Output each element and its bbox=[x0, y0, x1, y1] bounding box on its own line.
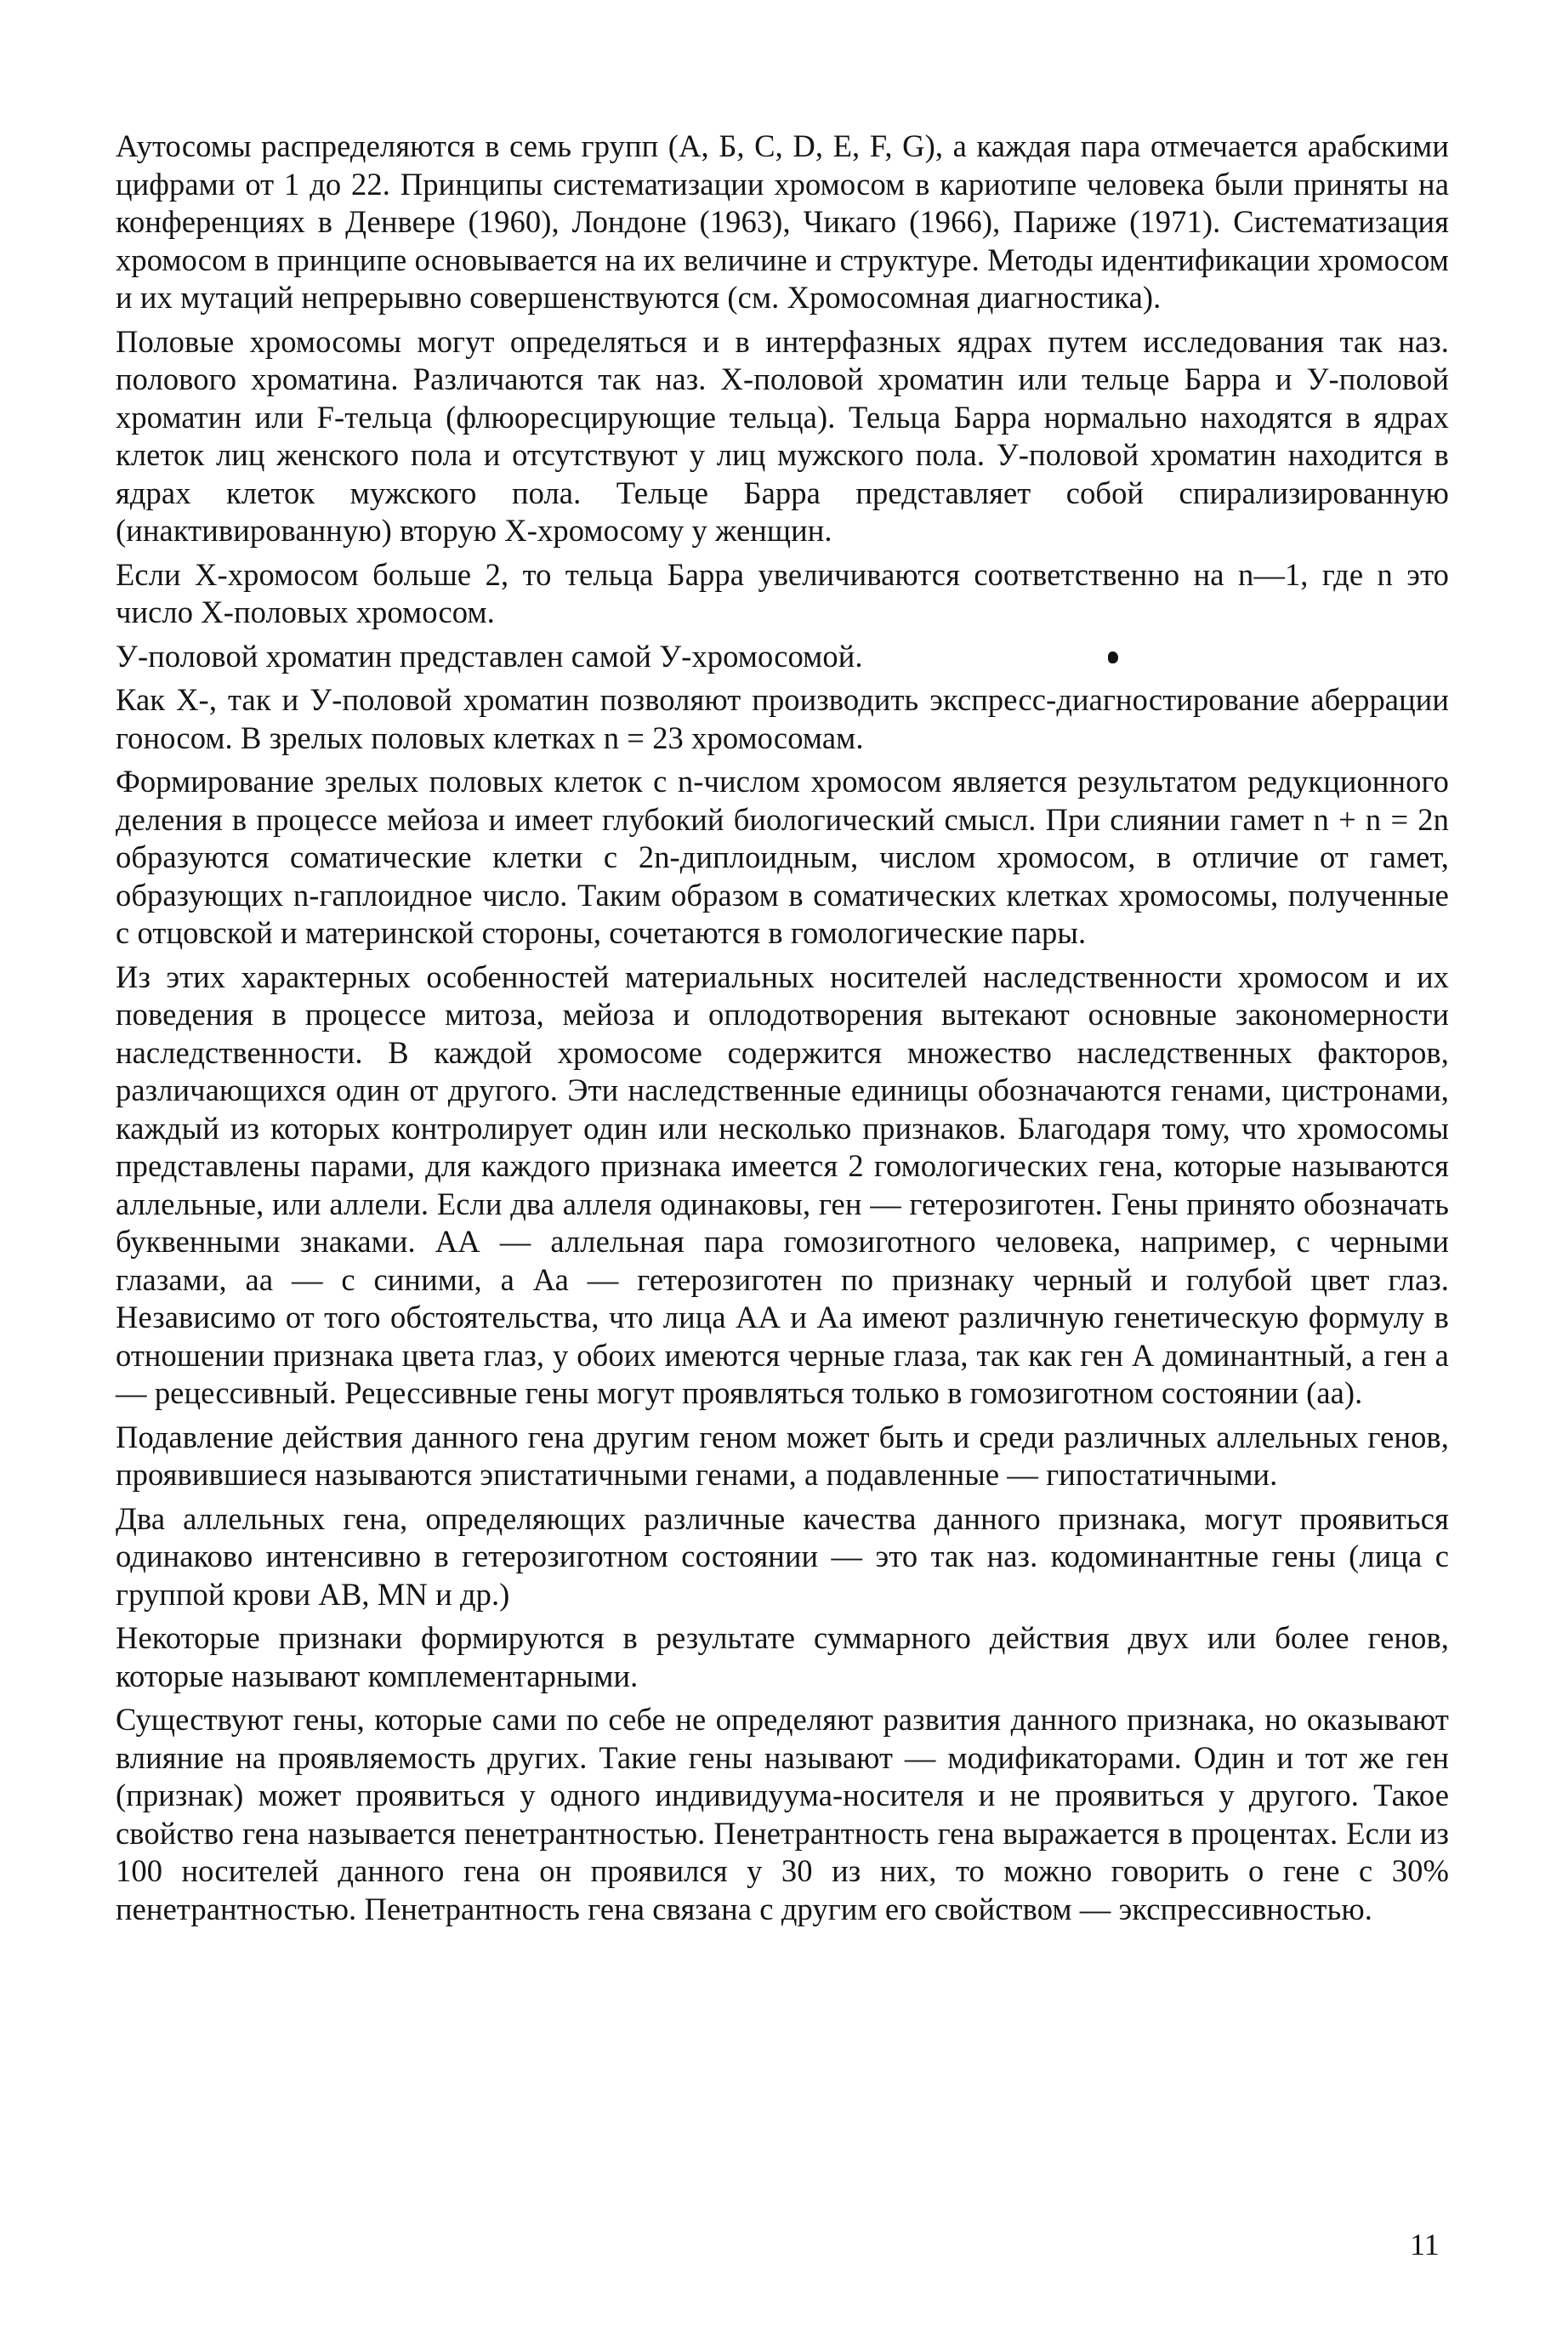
paragraph-express-diagnostics: Как Х-, так и У-половой хроматин позволяют производить экспресс-диагностирование аберрации гоносом. В зрелых половых клетках n = 23 хромосомам. bbox=[116, 682, 1449, 755]
paragraph-complementary: Некоторые признаки формируются в результате суммарного действия двух или более генов, которые называют комплементарными. bbox=[116, 1620, 1449, 1693]
paragraph-penetrance: Существуют гены, которые сами по себе не определяют развития данного признака, но оказывают влияние на проявляемость других. Такие гены называют — модификаторами. Один и тот же ген (признак) может проявиться у одного индивидуума-носителя и не проявиться у другого. Такое свойство гена называется пенетрантностью. Пенетрантность гена выражается в процентах. Если из 100 носителей данного гена он проявился у 30 из них, то можно говорить о гене с 30% пенетрантностью. Пенетрантность гена связана с другим его свойством — экспрессивностью. bbox=[116, 1702, 1449, 1926]
paragraph-codominance: Два аллельных гена, определяющих различные качества данного признака, могут проявиться одинаково интенсивно в гетерозиготном состоянии — это так наз. кодоминантные гены (лица с группой крови АВ, MN и др.) bbox=[116, 1500, 1449, 1612]
page-number: 11 bbox=[1410, 2227, 1440, 2262]
paragraph-autosome-groups: Аутосомы распределяются в семь групп (А, Б, С, D, E, F, G), а каждая пара отмечается арабскими цифрами от 1 до 22. Принципы систематизации хромосом в кариотипе человека были приняты на конференциях в Денвере (1960), Лондоне (1963), Чикаго (1966), Париже (1971). Систематизация хромосом в принципе основывается на их величине и структуре. Методы идентификации хромосом и их мутаций непрерывно совершенствуются (см. Хромосомная диагностика). bbox=[116, 128, 1449, 315]
paragraph-barr-bodies-count: Если Х-хромосом больше 2, то тельца Барра увеличиваются соответственно на n—1, где n это число Х-половых хромосом. bbox=[116, 556, 1449, 629]
ink-blot-mark bbox=[1108, 651, 1118, 663]
page-text-block bbox=[116, 128, 1449, 1928]
paragraph-epistasis: Подавление действия данного гена другим геном может быть и среди различных аллельных генов, проявившиеся называются эпистатичными генами, а подавленные — гипостатичными. bbox=[116, 1419, 1449, 1492]
paragraph-alleles: Из этих характерных особенностей материальных носителей наследственности хромосом и их поведения в процессе митоза, мейоза и оплодотворения вытекают основные закономерности наследственности. В каждой хромосоме содержится множество наследственных факторов, различающихся один от другого. Эти наследственные единицы обозначаются генами, цистронами, каждый из которых контролирует один или несколько признаков. Благодаря тому, что хромосомы представлены парами, для каждого признака имеется 2 гомологических гена, которые называются аллельные, или аллели. Если два аллеля одинаковы, ген — гетерозиготен. Гены принято обозначать буквенными знаками. АА — аллельная пара гомозиготного человека, например, с черными глазами, аа — с синими, а Аа — гетерозиготен по признаку черный и голубой цвет глаз. Независимо от того обстоятельства, что лица АА и Аа имеют различную генетическую формулу в отношении признака цвета глаз, у обоих имеются черные глаза, так как ген А доминантный, а ген а — рецессивный. Рецессивные гены могут проявляться только в гомозиготном состоянии (аа). bbox=[116, 959, 1449, 1410]
paragraph-sex-chromatin: Половые хромосомы могут определяться и в интерфазных ядрах путем исследования так наз. полового хроматина. Различаются так наз. Х-половой хроматин или тельце Барра и У-половой хроматин или F-тельца (флюоресцирующие тельца). Тельца Барра нормально находятся в ядрах клеток лиц женского пола и отсутствуют у лиц мужского пола. У-половой хроматин находится в ядрах клеток мужского пола. Тельце Барра представляет собой спирализированную (инактивированную) вторую Х-хромосому у женщин. bbox=[116, 323, 1449, 548]
paragraph-meiosis: Формирование зрелых половых клеток с n-числом хромосом является результатом редукционного деления в процессе мейоза и имеет глубокий биологический смысл. При слиянии гамет n + n = 2n образуются соматические клетки с 2n-диплоидным, числом хромосом, в отличие от гамет, образующих n-гаплоидное число. Таким образом в соматических клетках хромосомы, полученные с отцовской и материнской стороны, сочетаются в гомологические пары. bbox=[116, 764, 1449, 950]
paragraph-y-chromatin: У-половой хроматин представлен самой У-хромосомой. bbox=[116, 638, 863, 674]
